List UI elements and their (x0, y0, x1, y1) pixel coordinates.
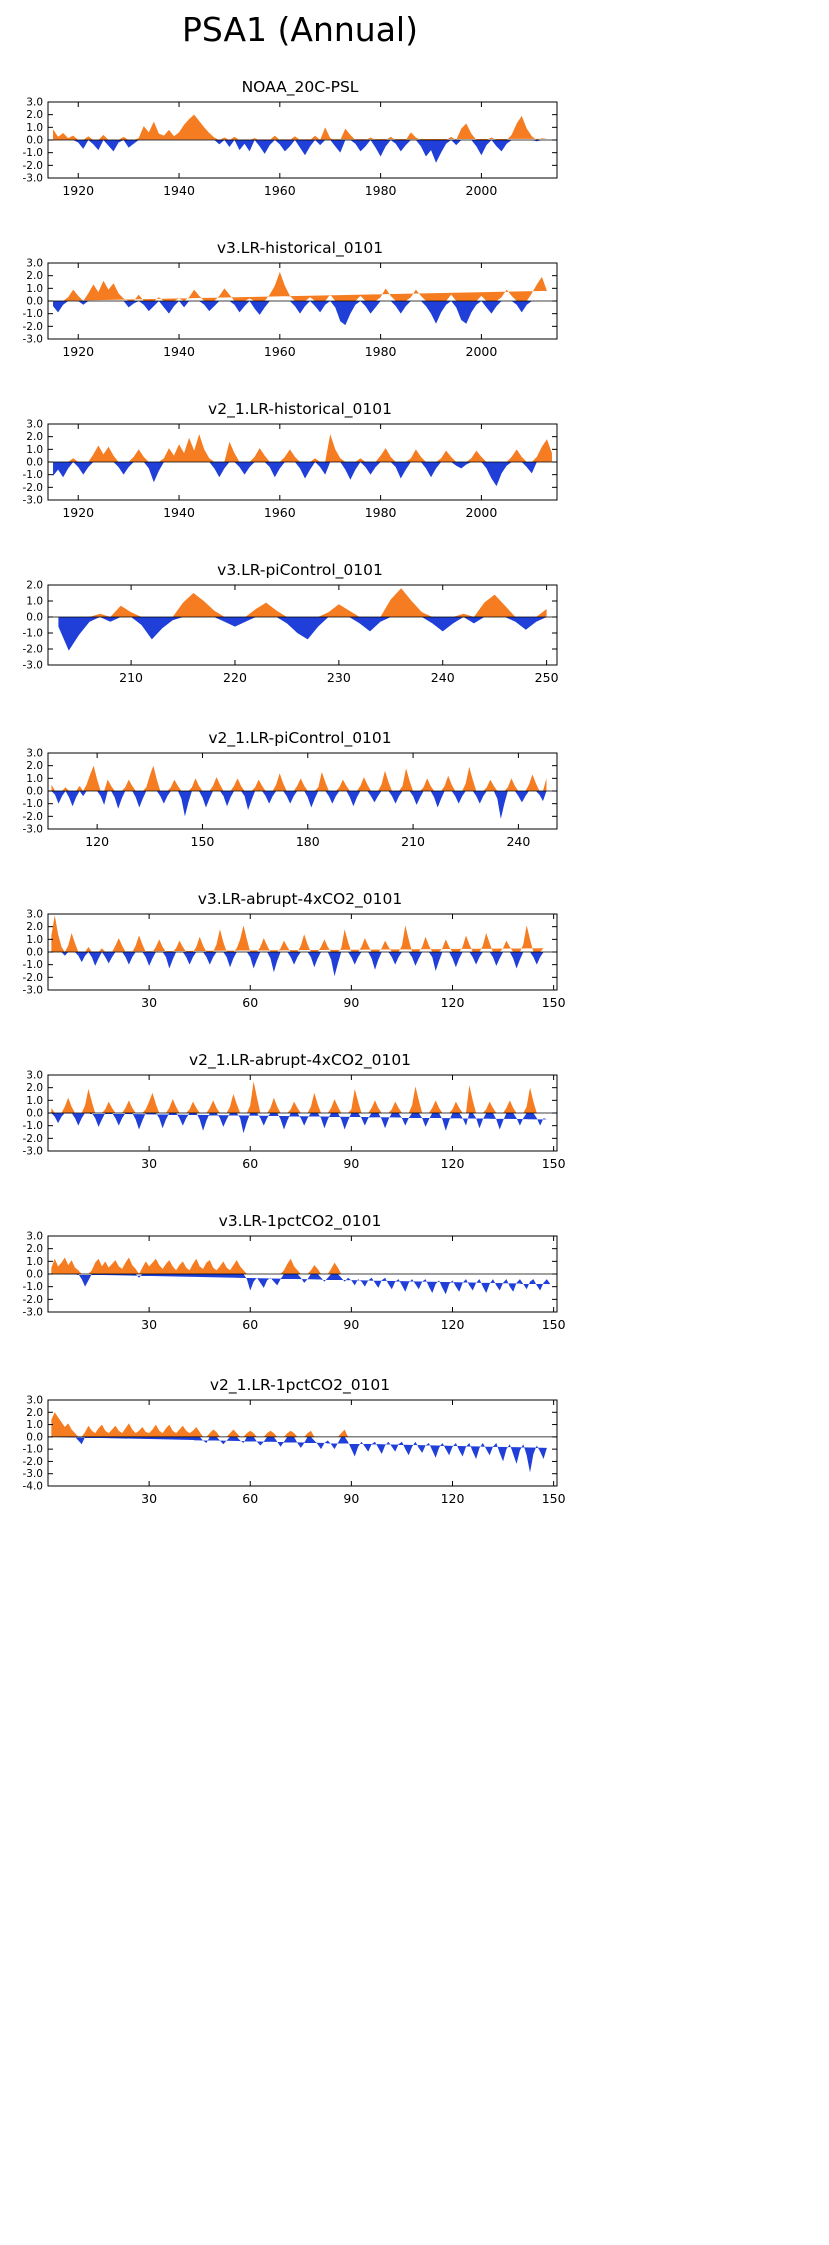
svg-text:1980: 1980 (364, 344, 397, 359)
svg-text:-1.0: -1.0 (22, 308, 43, 321)
plot-area (0, 1069, 600, 1179)
svg-text:180: 180 (295, 834, 320, 849)
svg-text:3.0: 3.0 (26, 1394, 43, 1407)
svg-text:-1.0: -1.0 (22, 1120, 43, 1133)
svg-text:1960: 1960 (263, 183, 296, 198)
svg-text:2.0: 2.0 (26, 760, 43, 773)
svg-text:240: 240 (430, 670, 455, 685)
svg-text:30: 30 (141, 1491, 158, 1506)
svg-text:150: 150 (190, 834, 215, 849)
svg-text:1.0: 1.0 (26, 443, 43, 456)
svg-text:90: 90 (343, 1491, 360, 1506)
plot-area (0, 747, 600, 857)
svg-text:1960: 1960 (263, 505, 296, 520)
chart-panel (0, 1212, 600, 1340)
chart-panel (0, 890, 600, 1018)
svg-text:120: 120 (440, 1317, 465, 1332)
page-title: PSA1 (Annual) (182, 10, 418, 49)
svg-text:1940: 1940 (163, 183, 195, 198)
svg-text:-1.0: -1.0 (22, 1281, 43, 1294)
svg-text:2.0: 2.0 (26, 579, 43, 592)
svg-text:-3.0: -3.0 (22, 1468, 43, 1481)
svg-text:2.0: 2.0 (26, 270, 43, 283)
svg-text:1.0: 1.0 (26, 595, 43, 608)
svg-text:1.0: 1.0 (26, 933, 43, 946)
svg-text:-4.0: -4.0 (22, 1480, 43, 1493)
svg-text:1.0: 1.0 (26, 1419, 43, 1432)
chart-panel (0, 239, 600, 367)
svg-text:210: 210 (119, 670, 144, 685)
svg-text:3.0: 3.0 (26, 257, 43, 270)
svg-text:-1.0: -1.0 (22, 1443, 43, 1456)
svg-text:1.0: 1.0 (26, 772, 43, 785)
svg-text:3.0: 3.0 (26, 418, 43, 431)
svg-text:-3.0: -3.0 (22, 659, 43, 672)
svg-text:-1.0: -1.0 (22, 798, 43, 811)
svg-text:-2.0: -2.0 (22, 320, 43, 333)
svg-text:-1.0: -1.0 (22, 469, 43, 482)
svg-text:-3.0: -3.0 (22, 984, 43, 997)
svg-text:90: 90 (343, 1317, 360, 1332)
panel-title: v3.LR-piControl_0101 (217, 561, 383, 579)
panel-title: v2_1.LR-historical_0101 (208, 400, 392, 418)
svg-text:1920: 1920 (62, 505, 95, 520)
svg-text:-2.0: -2.0 (22, 481, 43, 494)
svg-text:60: 60 (242, 1491, 259, 1506)
svg-text:120: 120 (440, 1491, 465, 1506)
plot-area (0, 257, 600, 367)
svg-text:30: 30 (141, 995, 158, 1010)
svg-text:-1.0: -1.0 (22, 627, 43, 640)
chart-panel (0, 400, 600, 528)
svg-text:30: 30 (141, 1317, 158, 1332)
svg-text:0.0: 0.0 (26, 611, 43, 624)
svg-text:3.0: 3.0 (26, 747, 43, 760)
chart-panel (0, 729, 600, 857)
svg-text:150: 150 (541, 1317, 566, 1332)
svg-text:250: 250 (534, 670, 559, 685)
svg-text:60: 60 (242, 1156, 259, 1171)
svg-text:1.0: 1.0 (26, 1094, 43, 1107)
svg-text:0.0: 0.0 (26, 1431, 43, 1444)
svg-text:90: 90 (343, 995, 360, 1010)
svg-text:240: 240 (506, 834, 531, 849)
svg-text:2.0: 2.0 (26, 1406, 43, 1419)
svg-text:2.0: 2.0 (26, 921, 43, 934)
svg-text:1920: 1920 (62, 183, 95, 198)
plot-area (0, 418, 600, 528)
svg-text:3.0: 3.0 (26, 908, 43, 921)
svg-text:-1.0: -1.0 (22, 959, 43, 972)
svg-text:3.0: 3.0 (26, 1069, 43, 1082)
svg-text:0.0: 0.0 (26, 946, 43, 959)
svg-text:-1.0: -1.0 (22, 147, 43, 160)
svg-text:2.0: 2.0 (26, 431, 43, 444)
svg-text:1960: 1960 (263, 344, 296, 359)
svg-text:1.0: 1.0 (26, 121, 43, 134)
chart-panel (0, 561, 600, 693)
svg-text:3.0: 3.0 (26, 1230, 43, 1243)
svg-text:220: 220 (223, 670, 247, 685)
svg-text:0.0: 0.0 (26, 1107, 43, 1120)
svg-text:150: 150 (541, 1156, 566, 1171)
svg-text:1980: 1980 (364, 183, 397, 198)
svg-text:1920: 1920 (62, 344, 95, 359)
panel-title: v3.LR-abrupt-4xCO2_0101 (197, 890, 403, 908)
panel-title: v2_1.LR-abrupt-4xCO2_0101 (188, 1051, 412, 1069)
svg-text:230: 230 (326, 670, 351, 685)
svg-text:-3.0: -3.0 (22, 1306, 43, 1319)
chart-panel (0, 78, 600, 206)
svg-text:-3.0: -3.0 (22, 823, 43, 836)
svg-text:0.0: 0.0 (26, 134, 43, 147)
svg-text:0.0: 0.0 (26, 785, 43, 798)
svg-text:-2.0: -2.0 (22, 1293, 43, 1306)
svg-text:120: 120 (440, 995, 465, 1010)
svg-text:150: 150 (541, 1491, 566, 1506)
panel-title: v3.LR-1pctCO2_0101 (218, 1212, 382, 1230)
svg-text:90: 90 (343, 1156, 360, 1171)
svg-text:-2.0: -2.0 (22, 971, 43, 984)
panel-title: v2_1.LR-1pctCO2_0101 (209, 1376, 391, 1394)
svg-text:60: 60 (242, 1317, 259, 1332)
svg-text:-2.0: -2.0 (22, 810, 43, 823)
svg-text:0.0: 0.0 (26, 1268, 43, 1281)
svg-text:3.0: 3.0 (26, 96, 43, 109)
svg-text:2000: 2000 (465, 183, 498, 198)
svg-text:-2.0: -2.0 (22, 643, 43, 656)
panel-title: v2_1.LR-piControl_0101 (208, 729, 392, 747)
svg-text:210: 210 (401, 834, 426, 849)
svg-text:1940: 1940 (163, 344, 195, 359)
svg-text:-3.0: -3.0 (22, 1145, 43, 1158)
svg-text:0.0: 0.0 (26, 456, 43, 469)
svg-text:0.0: 0.0 (26, 295, 43, 308)
svg-text:1.0: 1.0 (26, 1255, 43, 1268)
panel-title: v3.LR-historical_0101 (216, 239, 384, 257)
svg-text:30: 30 (141, 1156, 158, 1171)
plot-area (0, 96, 600, 206)
svg-text:2000: 2000 (465, 344, 498, 359)
svg-text:2000: 2000 (465, 505, 498, 520)
chart-panel (0, 1051, 600, 1179)
svg-text:-2.0: -2.0 (22, 159, 43, 172)
svg-text:2.0: 2.0 (26, 109, 43, 122)
svg-text:120: 120 (440, 1156, 465, 1171)
svg-text:1940: 1940 (163, 505, 195, 520)
plot-area (0, 579, 600, 693)
svg-text:2.0: 2.0 (26, 1082, 43, 1095)
svg-text:-2.0: -2.0 (22, 1455, 43, 1468)
svg-text:120: 120 (85, 834, 110, 849)
svg-text:-2.0: -2.0 (22, 1132, 43, 1145)
svg-text:-3.0: -3.0 (22, 172, 43, 185)
svg-text:2.0: 2.0 (26, 1243, 43, 1256)
svg-text:-3.0: -3.0 (22, 494, 43, 507)
chart-panel (0, 1376, 600, 1514)
svg-text:1.0: 1.0 (26, 282, 43, 295)
plot-area (0, 1230, 600, 1340)
svg-text:150: 150 (541, 995, 566, 1010)
svg-text:-3.0: -3.0 (22, 333, 43, 346)
panel-title: NOAA_20C-PSL (241, 78, 359, 96)
svg-text:1980: 1980 (364, 505, 397, 520)
svg-text:60: 60 (242, 995, 259, 1010)
plot-area (0, 908, 600, 1018)
plot-area (0, 1394, 600, 1514)
